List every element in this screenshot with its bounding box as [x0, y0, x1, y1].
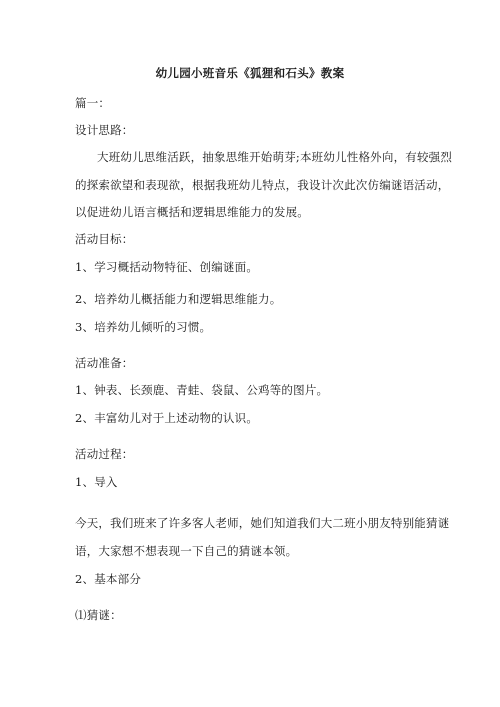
intro-paragraph-line-2: 语，大家想不想表现一下自己的猜谜本领。 [75, 544, 298, 558]
process-heading: 活动过程： [75, 447, 134, 461]
step-2-label: 2、基本部分 [75, 572, 142, 586]
goal-item-3: 3、培养幼儿倾听的习惯。 [75, 320, 212, 334]
prep-heading: 活动准备： [75, 356, 134, 370]
step-1-label: 1、导入 [75, 475, 118, 489]
design-paragraph-line-3: 以促进幼儿语言概括和逻辑思维能力的发展。 [75, 205, 309, 219]
goal-item-1: 1、学习概括动物特征、创编谜面。 [75, 260, 259, 274]
design-paragraph-line-1: 大班幼儿思维活跃，抽象思维开始萌芽;本班幼儿性格外向，有较强烈 [97, 150, 453, 164]
document-title: 幼儿园小班音乐《狐狸和石头》教案 [155, 66, 345, 80]
goals-heading: 活动目标： [75, 232, 134, 246]
design-heading: 设计思路： [75, 123, 134, 137]
intro-paragraph-line-1: 今天，我们班来了许多客人老师，她们知道我们大二班小朋友特别能猜谜 [75, 516, 450, 530]
part-label: 篇一： [75, 96, 111, 110]
prep-item-2: 2、丰富幼儿对于上述动物的认识。 [75, 411, 259, 425]
goal-item-2: 2、培养幼儿概括能力和逻辑思维能力。 [75, 292, 282, 306]
sub-step-1-label: ⑴猜谜： [75, 608, 122, 622]
design-paragraph-line-2: 的探索欲望和表现欲，根据我班幼儿特点，我设计次此次仿编谜语活动， [75, 178, 450, 192]
prep-item-1: 1、钟表、长颈鹿、青蛙、袋鼠、公鸡等的图片。 [75, 383, 329, 397]
